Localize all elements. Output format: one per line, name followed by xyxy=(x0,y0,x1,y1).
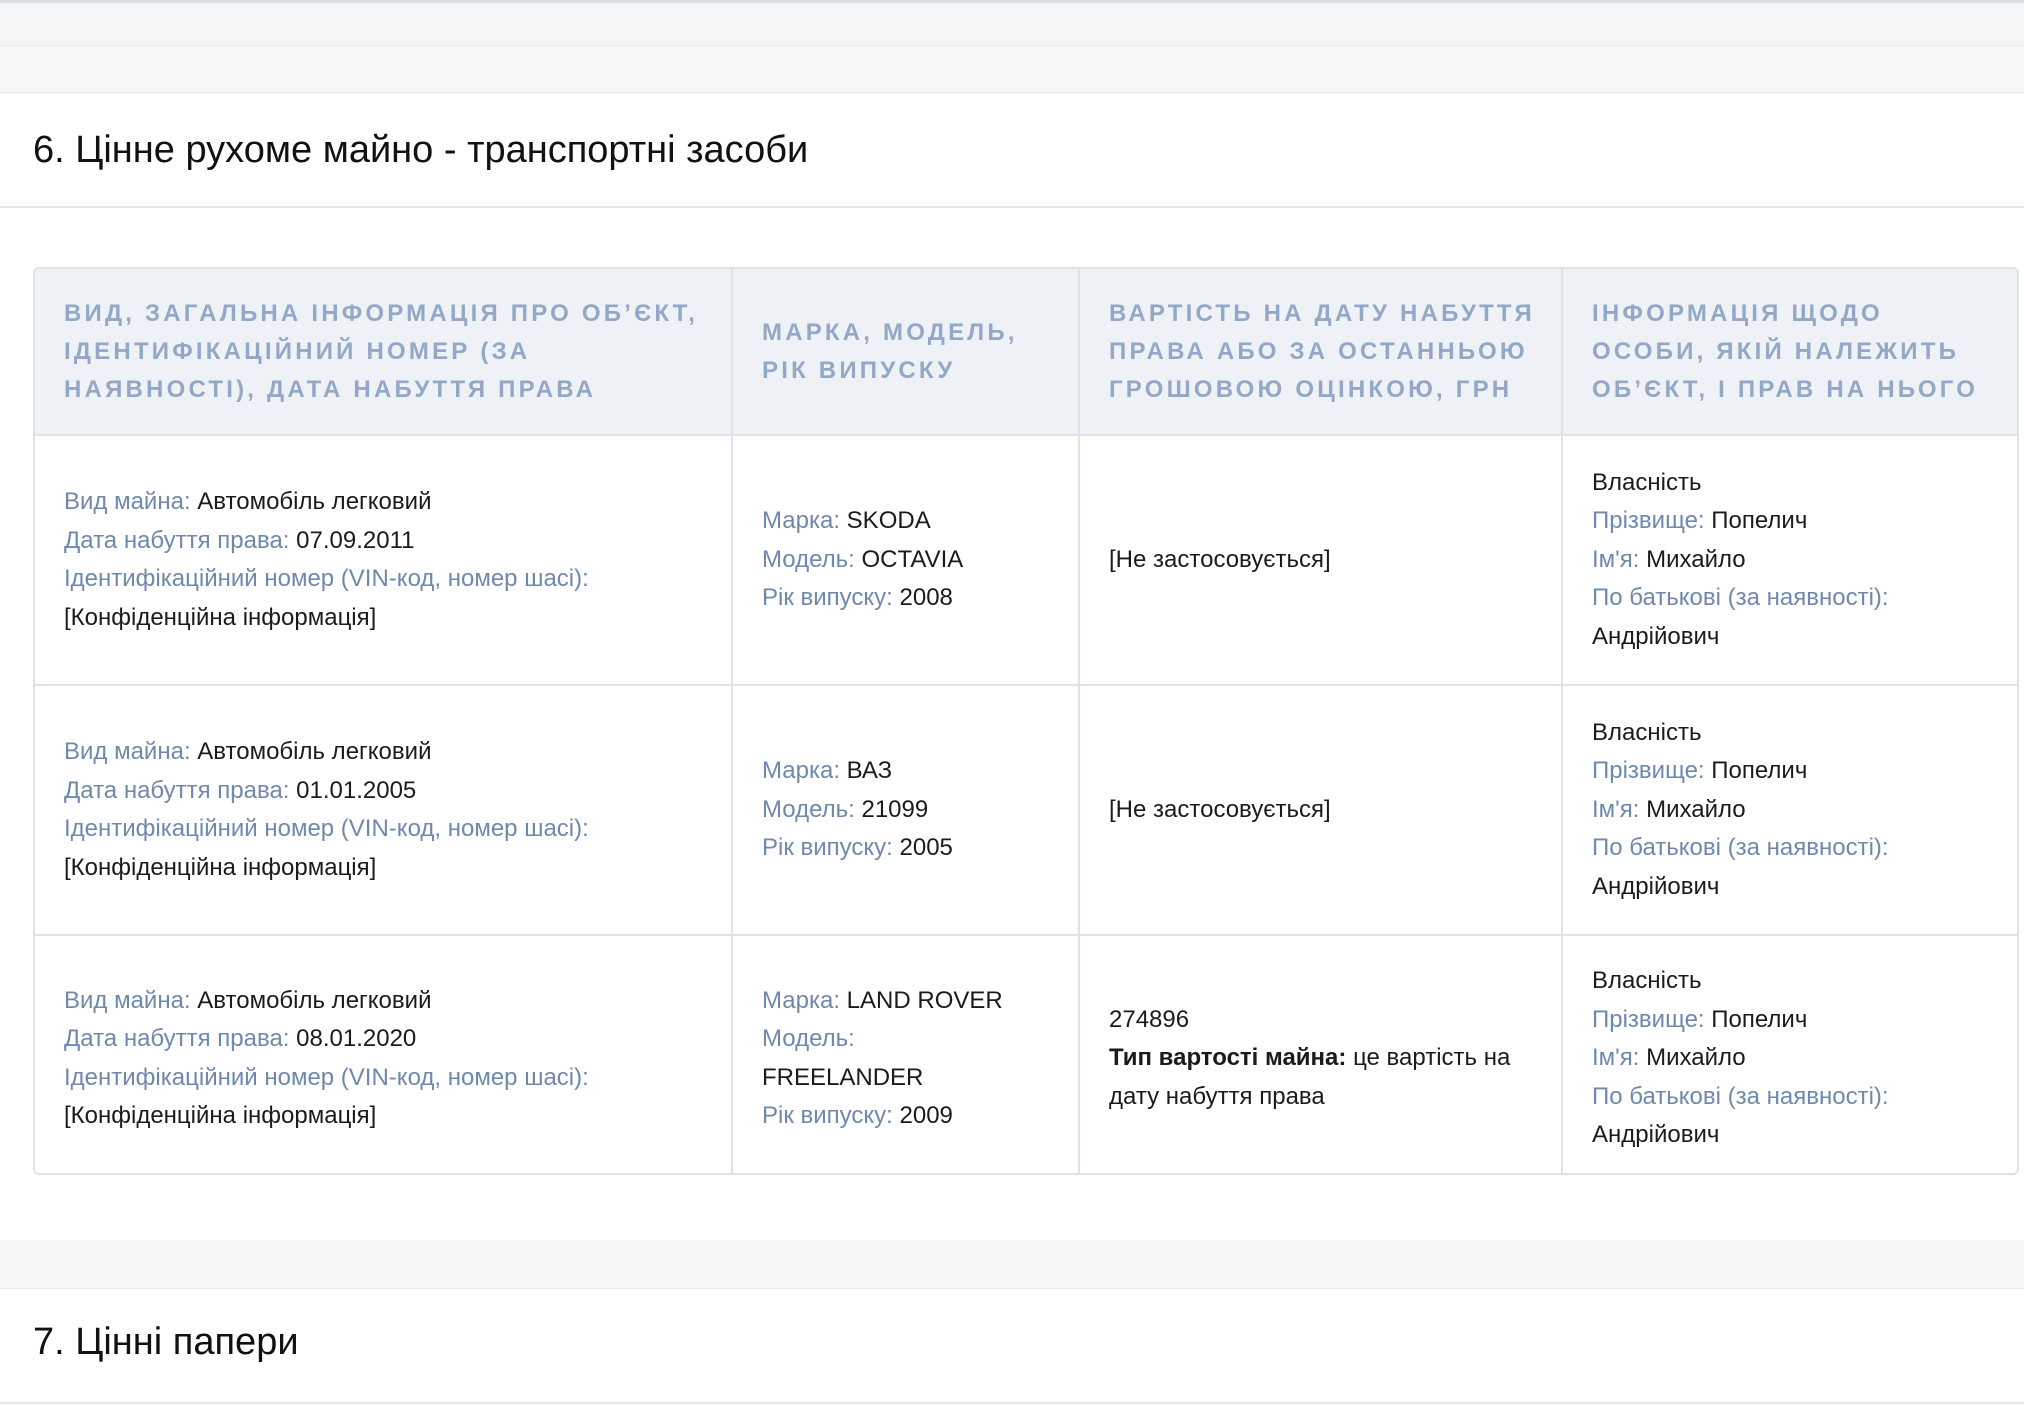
label-name: Ім'я: xyxy=(1592,795,1640,823)
label-vin: Ідентифікаційний номер (VIN-код, номер шасі): xyxy=(64,815,589,842)
table-header-row xyxy=(35,269,2019,435)
year-value: 2008 xyxy=(899,584,953,612)
vehicles-table xyxy=(33,267,2019,1175)
make-value: LAND ROVER xyxy=(846,986,1003,1014)
section-gap xyxy=(0,3,2024,46)
label-model: Модель: xyxy=(762,545,855,573)
label-model: Модель: xyxy=(762,1025,855,1052)
acquired-date-value: 08.01.2020 xyxy=(296,1025,417,1052)
label-year: Рік випуску: xyxy=(762,584,893,612)
value-text: [Не застосовується] xyxy=(1109,795,1331,823)
cell-owner-info xyxy=(1562,435,2019,685)
vin-value: [Конфіденційна інформація] xyxy=(64,1102,377,1129)
label-value-type: Тип вартості майна: xyxy=(1109,1044,1347,1072)
cell-make-model xyxy=(732,685,1079,935)
label-patronymic: По батькові (за наявності): xyxy=(1592,1082,1889,1110)
cell-make-model xyxy=(732,435,1079,685)
table-row xyxy=(35,935,2019,1175)
cell-object-info xyxy=(35,935,732,1175)
column-header-value: ВАРТІСТЬ НА ДАТУ НАБУТТЯ ПРАВА АБО ЗА ОСТАННЬОЮ ГРОШОВОЮ ОЦІНКОЮ, ГРН xyxy=(1079,269,1562,435)
ownership-type: Власність xyxy=(1592,468,1702,496)
label-vin: Ідентифікаційний номер (VIN-код, номер шасі): xyxy=(64,1063,589,1091)
property-type-value: Автомобіль легковий xyxy=(197,738,432,765)
label-patronymic: По батькові (за наявності): xyxy=(1592,834,1889,862)
column-header-owner-info: ІНФОРМАЦІЯ ЩОДО ОСОБИ, ЯКІЙ НАЛЕЖИТЬ ОБ’ЄКТ, І ПРАВ НА НЬОГО xyxy=(1562,269,2019,435)
label-make: Марка: xyxy=(762,507,840,535)
cell-value xyxy=(1079,935,1562,1175)
section-header xyxy=(0,93,2024,208)
make-value: SKODA xyxy=(846,507,931,535)
cell-object-info xyxy=(35,685,732,935)
cell-value xyxy=(1079,435,1562,685)
table-row xyxy=(35,435,2019,685)
value-type-text: це вартість на дату набуття права xyxy=(1109,1044,1511,1110)
label-surname: Прізвище: xyxy=(1592,507,1705,535)
property-type-value: Автомобіль легковий xyxy=(197,488,432,515)
year-value: 2005 xyxy=(899,834,953,862)
label-property-type: Вид майна: xyxy=(64,488,191,515)
acquired-date-value: 01.01.2005 xyxy=(296,776,417,804)
label-model: Модель: xyxy=(762,795,855,823)
label-surname: Прізвище: xyxy=(1592,757,1705,785)
label-patronymic: По батькові (за наявності): xyxy=(1592,584,1889,612)
label-name: Ім'я: xyxy=(1592,1044,1640,1072)
cell-object-info xyxy=(35,435,732,685)
label-make: Марка: xyxy=(762,986,840,1014)
make-value: ВАЗ xyxy=(846,757,893,785)
label-year: Рік випуску: xyxy=(762,1102,893,1129)
table-row xyxy=(35,685,2019,935)
label-acquired-date: Дата набуття права: xyxy=(64,526,290,554)
label-surname: Прізвище: xyxy=(1592,1005,1705,1033)
year-value: 2009 xyxy=(899,1102,953,1129)
column-header-object-info: ВИД, ЗАГАЛЬНА ІНФОРМАЦІЯ ПРО ОБ’ЄКТ, ІДЕНТИФІКАЦІЙНИЙ НОМЕР (ЗА НАЯВНОСТІ), ДАТА НАБУТТЯ ПРАВА xyxy=(35,269,732,435)
label-year: Рік випуску: xyxy=(762,834,893,862)
cell-make-model xyxy=(732,935,1079,1175)
label-property-type: Вид майна: xyxy=(64,986,191,1014)
label-name: Ім'я: xyxy=(1592,545,1640,573)
name-value: Михайло xyxy=(1646,1044,1746,1072)
name-value: Михайло xyxy=(1646,545,1746,573)
section-vehicles xyxy=(0,92,2024,1241)
surname-value: Попелич xyxy=(1711,1005,1808,1033)
label-acquired-date: Дата набуття права: xyxy=(64,1025,290,1052)
cell-value xyxy=(1079,685,1562,935)
ownership-type: Власність xyxy=(1592,718,1702,746)
patronymic-value: Андрійович xyxy=(1592,622,1720,650)
section-title: 6. Цінне рухоме майно - транспортні засоби xyxy=(33,129,809,171)
section-securities xyxy=(0,1288,2024,1405)
label-property-type: Вид майна: xyxy=(64,738,191,765)
value-text: 274896 xyxy=(1109,1005,1190,1033)
model-value: FREELANDER xyxy=(762,1063,924,1091)
label-vin: Ідентифікаційний номер (VIN-код, номер шасі): xyxy=(64,565,589,592)
column-header-make-model: МАРКА, МОДЕЛЬ, РІК ВИПУСКУ xyxy=(732,269,1079,435)
surname-value: Попелич xyxy=(1711,507,1808,535)
ownership-type: Власність xyxy=(1592,967,1702,995)
patronymic-value: Андрійович xyxy=(1592,872,1720,900)
value-text: [Не застосовується] xyxy=(1109,545,1331,573)
section-title: 7. Цінні папери xyxy=(33,1321,299,1363)
section-gap xyxy=(0,1240,2024,1288)
cell-owner-info xyxy=(1562,685,2019,935)
patronymic-value: Андрійович xyxy=(1592,1121,1720,1149)
vin-value: [Конфіденційна інформація] xyxy=(64,853,377,881)
label-acquired-date: Дата набуття права: xyxy=(64,776,290,804)
acquired-date-value: 07.09.2011 xyxy=(296,526,415,554)
property-type-value: Автомобіль легковий xyxy=(197,986,432,1014)
model-value: 21099 xyxy=(861,795,929,823)
cell-owner-info xyxy=(1562,935,2019,1175)
model-value: OCTAVIA xyxy=(861,545,964,573)
label-make: Марка: xyxy=(762,757,840,785)
name-value: Михайло xyxy=(1646,795,1746,823)
surname-value: Попелич xyxy=(1711,757,1808,785)
vin-value: [Конфіденційна інформація] xyxy=(64,603,377,631)
